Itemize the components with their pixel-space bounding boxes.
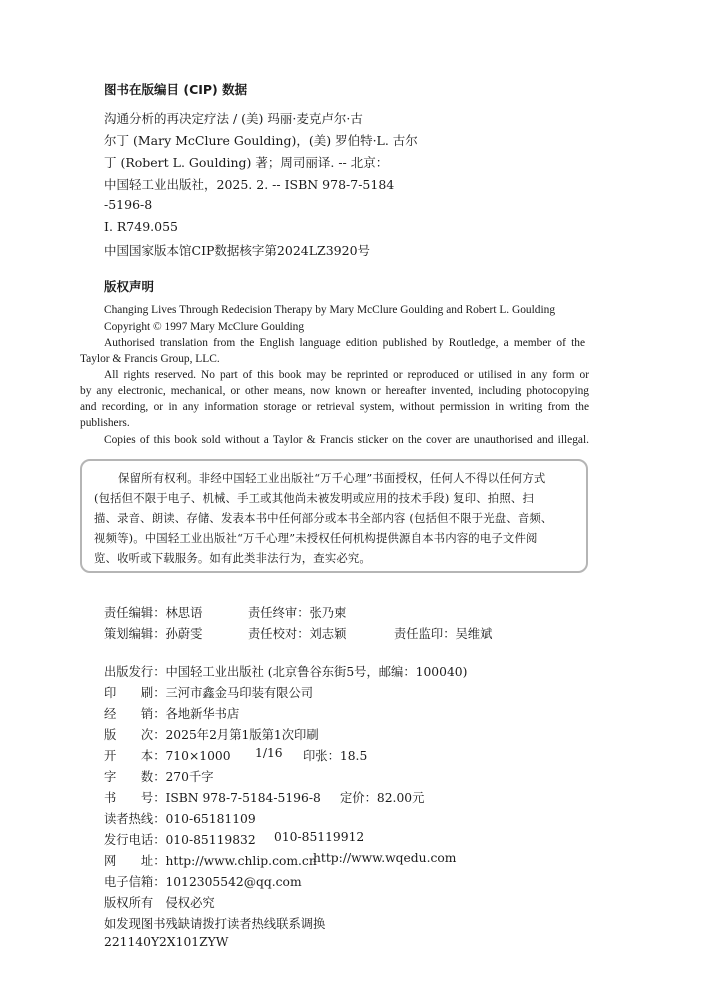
notice-line: 览、收听或下载服务。如有此类非法行为，查实必究。 [94,551,371,565]
website-info: 网 址：http://www.chlip.com.cn [104,854,317,868]
book-code: 221140Y2X101ZYW [104,935,229,949]
print-supervisor: 责任监印：吴维斌 [394,627,493,641]
cip-line: 丁 (Robert L. Goulding) 著；周司丽译. -- 北京： [104,155,389,170]
cip-line: -5196-8 [104,197,153,212]
planning-editor: 策划编辑：孙蔚雯 [104,627,203,641]
cip-line: 中国轻工业出版社，2025. 2. -- ISBN 978-7-5184 [104,177,395,192]
format-fraction: 1/16 [255,746,283,760]
sales-phone: 发行电话：010-85119832 [104,833,256,847]
email-info: 电子信箱：1012305542@qq.com [104,875,302,889]
cip-classification: Ⅰ. R749.055 [104,219,178,234]
rights-line: publishers. [80,417,130,429]
copyright-line: Copyright © 1997 Mary McClure Goulding [104,321,305,333]
publisher-info: 出版发行：中国轻工业出版社 (北京鲁谷东街5号，邮编：100040) [104,665,468,679]
notice-line: 视频等)。中国轻工业出版社“万千心理”未授权任何机构提供源自本书内容的电子文件阅 [94,531,538,545]
original-title-line: Changing Lives Through Redecision Therapy by Mary McClure Goulding and Robert L. Goulding [104,304,556,316]
final-reviewer: 责任终审：张乃柬 [248,606,347,620]
notice-line: 描、录音、朗读、存储、发表本书中任何部分或本书全部内容 (包括但不限于光盘、音频、 [94,511,553,525]
isbn-info: 书 号：ISBN 978-7-5184-5196-8 [104,791,321,805]
cip-record-number: 中国国家版本馆CIP数据核字第2024LZ3920号 [104,243,371,258]
responsible-editor: 责任编辑：林思语 [104,606,203,620]
notice-line: (包括但不限于电子、机械、手工或其他尚未被发明或应用的技术手段) 复印、拍照、扫 [94,491,534,505]
word-count: 字 数：270千字 [104,770,214,784]
cip-heading: 图书在版编目 (CIP) 数据 [104,82,248,97]
format-info: 开 本：710×1000 [104,749,231,763]
rights-reserved: 版权所有 侵权必究 [104,896,215,910]
rights-line: by any electronic, mechanical, or other means, now known or hereafter invented, including photocopying [80,385,589,397]
edition-info: 版 次：2025年2月第1版第1次印刷 [104,728,319,742]
notice-line: 保留所有权利。非经中国轻工业出版社“万千心理”书面授权，任何人不得以任何方式 [118,471,546,485]
printed-sheets: 印张：18.5 [303,749,368,763]
website-2: http://www.wqedu.com [313,851,457,865]
translation-line: Taylor & Francis Group, LLC. [80,353,220,365]
cip-line: 沟通分析的再决定疗法 / (美) 玛丽·麦克卢尔·古 [104,111,363,126]
price-info: 定价：82.00元 [340,791,425,805]
copyright-heading: 版权声明 [104,279,155,294]
rights-line: and recording, or in any information storage or retrieval system, without permission in writing from the [80,401,589,413]
proofreader: 责任校对：刘志颖 [248,627,347,641]
sticker-notice-line: Copies of this book sold without a Taylor & Francis sticker on the cover are unauthorised and illegal. [104,434,589,446]
defect-note: 如发现图书残缺请拨打读者热线联系调换 [104,917,326,931]
reader-hotline: 读者热线：010-65181109 [104,812,256,826]
rights-line: All rights reserved. No part of this book may be reprinted or reproduced or utilised in any form or [104,369,589,381]
printer-info: 印 刷：三河市鑫金马印装有限公司 [104,686,314,700]
distributor-info: 经 销：各地新华书店 [104,707,240,721]
translation-line: Authorised translation from the English language edition published by Routledge, a member of the [104,337,585,349]
sales-phone-2: 010-85119912 [274,830,365,844]
cip-line: 尔丁 (Mary McClure Goulding)，(美) 罗伯特·L. 古尔 [104,133,418,148]
